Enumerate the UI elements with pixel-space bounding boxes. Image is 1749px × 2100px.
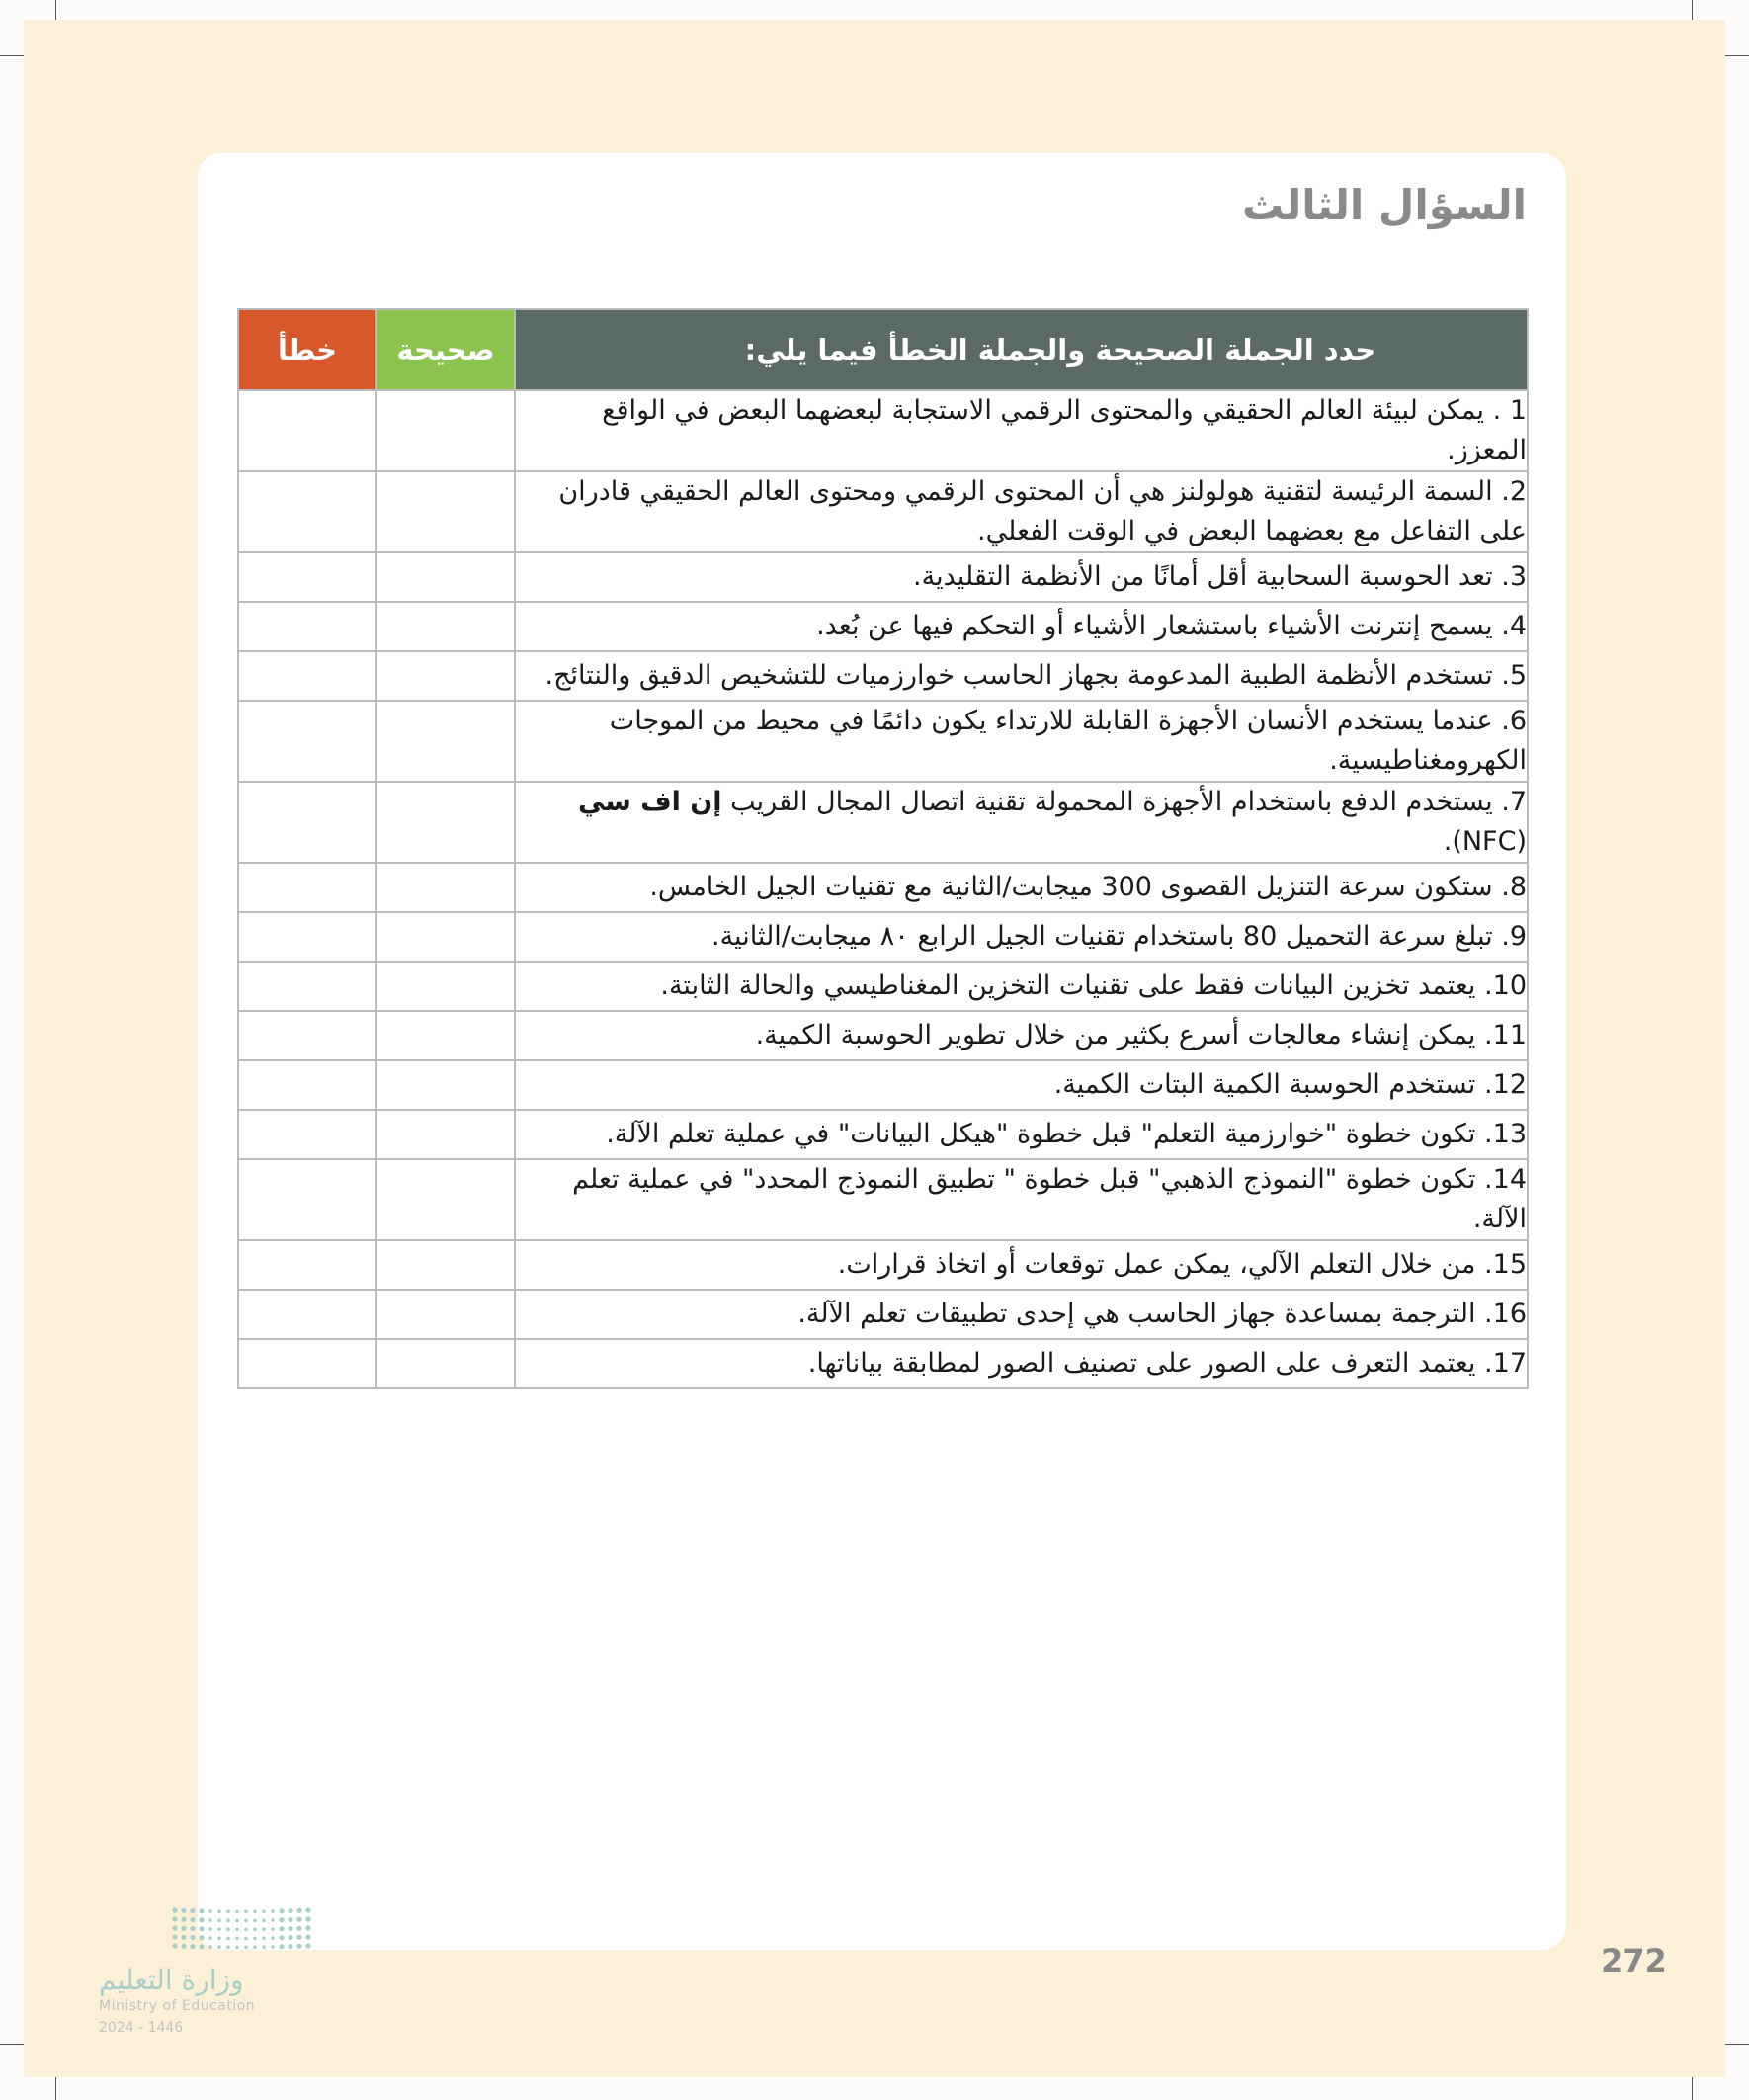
table-row <box>238 1290 1528 1339</box>
statement-cell <box>515 1011 1528 1060</box>
statement-text: الترجمة بمساعدة جهاز الحاسب هي إحدى تطبيقات تعلم الآلة. <box>797 1299 1476 1329</box>
logo-dot <box>181 1917 186 1922</box>
statement-cell <box>515 782 1528 863</box>
statement-cell <box>515 912 1528 962</box>
statement-text: تستخدم الأنظمة الطبية المدعومة بجهاز الحاسب خوارزميات للتشخيص الدقيق والنتائج. <box>544 660 1493 691</box>
statement-number: 14. <box>1484 1164 1527 1195</box>
logo-dot <box>288 1935 292 1940</box>
logo-dot <box>288 1908 292 1913</box>
answer-false-cell[interactable] <box>238 552 376 602</box>
table-row <box>238 651 1528 701</box>
logo-dot <box>271 1945 275 1949</box>
logo-dot <box>262 1909 266 1913</box>
table-header-row <box>238 309 1528 390</box>
statement-text: تبلغ سرعة التحميل 80 باستخدام تقنيات الجيل الرابع ٨٠ ميجابت/الثانية. <box>710 921 1493 952</box>
table-row <box>238 1110 1528 1159</box>
answer-true-cell[interactable] <box>376 1060 515 1110</box>
table-row <box>238 390 1528 471</box>
statement-cell <box>515 1240 1528 1290</box>
logo-dot <box>190 1935 195 1940</box>
logo-dot <box>253 1937 257 1941</box>
statement-cell <box>515 651 1528 701</box>
statement-cell <box>515 863 1528 912</box>
logo-dot <box>288 1917 292 1922</box>
table-row <box>238 962 1528 1011</box>
logo-dot <box>244 1919 248 1923</box>
logo-dot <box>296 1944 301 1949</box>
logo-dot <box>181 1944 186 1949</box>
answer-false-cell[interactable] <box>238 651 376 701</box>
table-row <box>238 552 1528 602</box>
table-row <box>238 701 1528 782</box>
logo-dot <box>190 1944 195 1949</box>
answer-true-cell[interactable] <box>376 701 515 782</box>
statement-number: 1 . <box>1492 395 1527 426</box>
answer-true-cell[interactable] <box>376 1290 515 1339</box>
logo-dot <box>253 1910 257 1914</box>
logo-dot <box>172 1907 177 1912</box>
logo-dot <box>262 1918 266 1922</box>
answer-false-cell[interactable] <box>238 390 376 471</box>
logo-dot <box>181 1926 186 1931</box>
logo-dot <box>199 1944 204 1949</box>
logo-dot <box>279 1935 284 1940</box>
logo-dot <box>279 1944 284 1949</box>
ministry-name-arabic: وزارة التعليم <box>99 1964 244 1996</box>
statement-number: 16. <box>1484 1299 1527 1329</box>
header-statement: حدد الجملة الصحيحة والجملة الخطأ فيما يلي: <box>515 309 1528 390</box>
logo-dot <box>217 1918 221 1922</box>
statement-cell <box>515 552 1528 602</box>
statement-number: 11. <box>1484 1020 1527 1050</box>
statement-bold-term: إن اف سي <box>577 787 722 817</box>
logo-dot <box>244 1937 248 1941</box>
logo-dot <box>279 1926 284 1931</box>
table-row <box>238 912 1528 962</box>
answer-true-cell[interactable] <box>376 1110 515 1159</box>
logo-dot <box>217 1936 221 1940</box>
statement-text: ستكون سرعة التنزيل القصوى 300 ميجابت/الثانية مع تقنيات الجيل الخامس. <box>649 872 1493 902</box>
logo-dot <box>262 1936 266 1940</box>
logo-dot <box>181 1908 186 1913</box>
answer-false-cell[interactable] <box>238 701 376 782</box>
logo-dot <box>172 1934 177 1939</box>
answer-true-cell[interactable] <box>376 863 515 912</box>
header-true: صحيحة <box>376 309 515 390</box>
answer-true-cell[interactable] <box>376 390 515 471</box>
logo-dot <box>226 1919 230 1923</box>
statement-text: من خلال التعلم الآلي، يمكن عمل توقعات أو اتخاذ قرارات. <box>837 1249 1476 1280</box>
statement-cell <box>515 962 1528 1011</box>
statement-number: 12. <box>1484 1069 1527 1100</box>
logo-dot <box>305 1907 310 1912</box>
logo-dot <box>296 1917 301 1922</box>
statement-text: عندما يستخدم الأنسان الأجهزة القابلة للارتداء يكون دائمًا في محيط من الموجات الكهرومغناطيسية. <box>609 706 1527 776</box>
statement-number: 10. <box>1484 970 1527 1001</box>
statement-text: السمة الرئيسة لتقنية هولولنز هي أن المحتوى الرقمي ومحتوى العالم الحقيقي قادران على التفاعل مع بعضهما البعض في الوقت الفعلي. <box>558 476 1527 546</box>
table-row <box>238 782 1528 863</box>
statement-cell <box>515 602 1528 651</box>
logo-dot <box>305 1934 310 1939</box>
answer-false-cell[interactable] <box>238 1240 376 1290</box>
logo-dot <box>244 1946 248 1950</box>
logo-dot <box>235 1937 239 1941</box>
statement-number: 2. <box>1501 476 1527 507</box>
statement-number: 8. <box>1501 872 1527 902</box>
logo-dot <box>235 1928 239 1932</box>
answer-false-cell[interactable] <box>238 912 376 962</box>
logo-dot <box>226 1937 230 1941</box>
statement-cell <box>515 390 1528 471</box>
logo-dot <box>305 1916 310 1921</box>
true-false-table <box>237 308 1529 1389</box>
logo-dot <box>271 1909 275 1913</box>
statement-cell <box>515 1339 1528 1388</box>
answer-false-cell[interactable] <box>238 471 376 552</box>
answer-false-cell[interactable] <box>238 602 376 651</box>
logo-dot <box>288 1926 292 1931</box>
logo-dot <box>262 1945 266 1949</box>
statement-text: يستخدم الدفع باستخدام الأجهزة المحمولة تقنية اتصال المجال القريب <box>730 787 1493 817</box>
logo-dot <box>208 1936 212 1940</box>
table-row <box>238 1060 1528 1110</box>
logo-dot <box>279 1917 284 1922</box>
statement-text: تكون خطوة "خوارزمية التعلم" قبل خطوة "هيكل البيانات" في عملية تعلم الآلة. <box>606 1119 1476 1149</box>
answer-true-cell[interactable] <box>376 782 515 863</box>
statement-cell <box>515 1290 1528 1339</box>
logo-dot <box>190 1917 195 1922</box>
table-row <box>238 1011 1528 1060</box>
logo-dot <box>271 1927 275 1931</box>
table-row <box>238 1159 1528 1240</box>
logo-dot <box>226 1928 230 1932</box>
logo-dot <box>235 1946 239 1950</box>
answer-true-cell[interactable] <box>376 912 515 962</box>
statement-text: تكون خطوة "النموذج الذهبي" قبل خطوة " تطبيق النموذج المحدد" في عملية تعلم الآلة. <box>572 1164 1527 1234</box>
statement-cell <box>515 471 1528 552</box>
logo-dot <box>226 1910 230 1914</box>
logo-dot <box>244 1910 248 1914</box>
logo-dot <box>235 1910 239 1914</box>
table-row <box>238 602 1528 651</box>
statement-cell <box>515 1159 1528 1240</box>
logo-dot <box>190 1908 195 1913</box>
answer-true-cell[interactable] <box>376 471 515 552</box>
answer-true-cell[interactable] <box>376 602 515 651</box>
logo-dot <box>271 1936 275 1940</box>
page-number: 272 <box>1601 1942 1667 1979</box>
ministry-name-english: Ministry of Education <box>99 1998 256 2014</box>
statement-number: 15. <box>1484 1249 1527 1280</box>
answer-true-cell[interactable] <box>376 1159 515 1240</box>
logo-dot <box>226 1946 230 1950</box>
logo-dot <box>296 1935 301 1940</box>
logo-dot <box>253 1919 257 1923</box>
statement-text: تستخدم الحوسبة الكمية البتات الكمية. <box>1053 1069 1476 1100</box>
statement-number: 6. <box>1501 706 1527 736</box>
answer-false-cell[interactable] <box>238 1011 376 1060</box>
logo-dot <box>199 1908 204 1913</box>
logo-dot <box>172 1916 177 1921</box>
table-row <box>238 863 1528 912</box>
logo-dot <box>208 1927 212 1931</box>
logo-dot <box>172 1943 177 1948</box>
logo-dot <box>190 1926 195 1931</box>
logo-dot <box>208 1918 212 1922</box>
statement-text: يمكن إنشاء معالجات أسرع بكثير من خلال تطوير الحوسبة الكمية. <box>755 1020 1476 1050</box>
logo-dot <box>208 1909 212 1913</box>
table-row <box>238 471 1528 552</box>
logo-dot <box>271 1918 275 1922</box>
logo-dot <box>199 1917 204 1922</box>
table-row <box>238 1240 1528 1290</box>
logo-dot <box>305 1943 310 1948</box>
statement-number: 9. <box>1501 921 1527 952</box>
statement-text: يعتمد تخزين البيانات فقط على تقنيات التخزين المغناطيسي والحالة الثابتة. <box>660 970 1476 1001</box>
logo-dot <box>253 1928 257 1932</box>
statement-cell <box>515 701 1528 782</box>
table-row <box>238 1339 1528 1388</box>
statement-text: يسمح إنترنت الأشياء باستشعار الأشياء أو التحكم فيها عن بُعد. <box>816 611 1493 641</box>
statement-text: يمكن لبيئة العالم الحقيقي والمحتوى الرقمي الاستجابة لبعضهما البعض في الواقع المعزز. <box>602 395 1527 465</box>
answer-false-cell[interactable] <box>238 1110 376 1159</box>
answer-true-cell[interactable] <box>376 1240 515 1290</box>
answer-false-cell[interactable] <box>238 1159 376 1240</box>
logo-dot <box>217 1927 221 1931</box>
logo-dot <box>288 1944 292 1949</box>
statement-text: يعتمد التعرف على الصور على تصنيف الصور لمطابقة بياناتها. <box>807 1348 1476 1379</box>
statement-text: تعد الحوسبة السحابية أقل أمانًا من الأنظمة التقليدية. <box>913 561 1493 592</box>
logo-dot <box>296 1908 301 1913</box>
answer-true-cell[interactable] <box>376 651 515 701</box>
answer-false-cell[interactable] <box>238 782 376 863</box>
answer-true-cell[interactable] <box>376 552 515 602</box>
logo-dot <box>244 1928 248 1932</box>
logo-dot <box>172 1925 177 1930</box>
statement-number: 13. <box>1484 1119 1527 1149</box>
statement-number: 17. <box>1484 1348 1527 1379</box>
logo-dot <box>305 1925 310 1930</box>
answer-false-cell[interactable] <box>238 1290 376 1339</box>
statement-number: 4. <box>1501 611 1527 641</box>
ministry-year: 2024 - 1446 <box>99 2020 184 2036</box>
logo-dot <box>181 1935 186 1940</box>
answer-false-cell[interactable] <box>238 962 376 1011</box>
logo-dot <box>199 1935 204 1940</box>
logo-dot <box>253 1946 257 1950</box>
logo-dot <box>208 1945 212 1949</box>
answer-false-cell[interactable] <box>238 1060 376 1110</box>
statement-number: 3. <box>1501 561 1527 592</box>
logo-dot <box>279 1908 284 1913</box>
answer-true-cell[interactable] <box>376 1011 515 1060</box>
statement-text-suffix: (NFC). <box>1443 826 1527 857</box>
statement-number: 7. <box>1501 787 1527 817</box>
statement-number: 5. <box>1501 660 1527 691</box>
logo-dot <box>199 1926 204 1931</box>
statement-cell <box>515 1110 1528 1159</box>
statement-cell <box>515 1060 1528 1110</box>
logo-dot <box>296 1926 301 1931</box>
answer-false-cell[interactable] <box>238 863 376 912</box>
answer-false-cell[interactable] <box>238 1339 376 1388</box>
logo-dot <box>235 1919 239 1923</box>
logo-dot <box>262 1927 266 1931</box>
answer-true-cell[interactable] <box>376 1339 515 1388</box>
header-false: خطأ <box>238 309 376 390</box>
logo-dot <box>217 1945 221 1949</box>
logo-dot <box>217 1909 221 1913</box>
page-title: السؤال الثالث <box>1241 181 1527 229</box>
answer-true-cell[interactable] <box>376 962 515 1011</box>
